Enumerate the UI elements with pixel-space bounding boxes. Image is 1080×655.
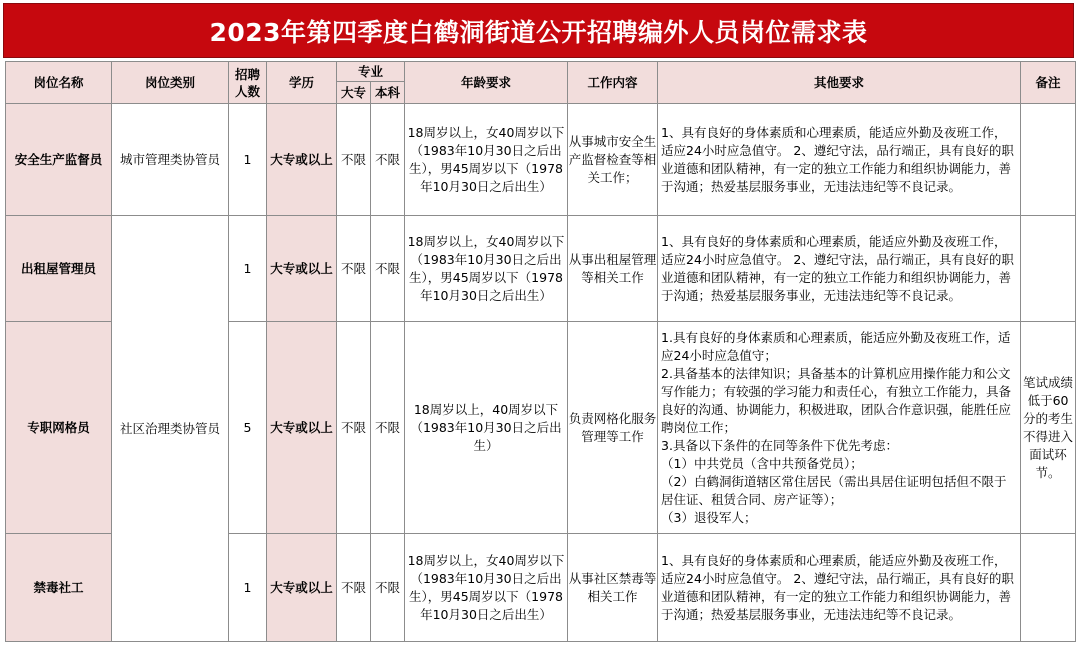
position-name: 禁毒社工 xyxy=(6,534,112,642)
major-bachelor: 不限 xyxy=(371,104,405,216)
age-requirement: 18周岁以上，40周岁以下（1983年10月30日之后出生） xyxy=(405,322,568,534)
table-title-bar xyxy=(3,3,1074,58)
header-headcount: 招聘人数 xyxy=(229,62,267,104)
other-requirements xyxy=(658,322,1021,534)
age-requirement: 18周岁以上，女40周岁以下（1983年10月30日之后出生），男45周岁以下（1978年10月30日之后出生） xyxy=(405,216,568,322)
headcount: 1 xyxy=(229,216,267,322)
note xyxy=(1021,216,1076,322)
education: 大专或以上 xyxy=(267,216,337,322)
education: 大专或以上 xyxy=(267,534,337,642)
header-work: 工作内容 xyxy=(568,62,658,104)
header-position-type: 岗位类别 xyxy=(112,62,229,104)
headcount: 5 xyxy=(229,322,267,534)
other-requirements: 1、具有良好的身体素质和心理素质，能适应外勤及夜班工作，适应24小时应急值守。 2、遵纪守法，品行端正，具有良好的职业道德和团队精神，有一定的独立工作能力和组织协调能力，善于沟通；热爱基层服务事业，无违法违纪等不良记录。 xyxy=(658,216,1021,322)
note xyxy=(1021,104,1076,216)
major-college: 不限 xyxy=(337,216,371,322)
position-name: 专职网格员 xyxy=(6,322,112,534)
work-content: 从事城市安全生产监督检查等相关工作； xyxy=(568,104,658,216)
header-position-name: 岗位名称 xyxy=(6,62,112,104)
education: 大专或以上 xyxy=(267,104,337,216)
age-requirement: 18周岁以上，女40周岁以下（1983年10月30日之后出生），男45周岁以下（1978年10月30日之后出生） xyxy=(405,534,568,642)
work-content: 负责网格化服务管理等工作 xyxy=(568,322,658,534)
age-requirement: 18周岁以上，女40周岁以下（1983年10月30日之后出生），男45周岁以下（1978年10月30日之后出生） xyxy=(405,104,568,216)
other-line-6: （3）退役军人； xyxy=(661,509,757,525)
other-requirements: 1、具有良好的身体素质和心理素质，能适应外勤及夜班工作，适应24小时应急值守。 2、遵纪守法，品行端正，具有良好的职业道德和团队精神，有一定的独立工作能力和组织协调能力，善于沟通；热爱基层服务事业，无违法违纪等不良记录。 xyxy=(658,534,1021,642)
table-row xyxy=(6,216,1076,322)
education: 大专或以上 xyxy=(267,322,337,534)
header-major: 专业 xyxy=(337,62,405,82)
header-education: 学历 xyxy=(267,62,337,104)
header-note: 备注 xyxy=(1021,62,1076,104)
recruitment-table xyxy=(5,61,1076,642)
position-name: 出租屋管理员 xyxy=(6,216,112,322)
major-bachelor: 不限 xyxy=(371,216,405,322)
major-bachelor: 不限 xyxy=(371,322,405,534)
position-type-merged: 社区治理类协管员 xyxy=(112,216,229,642)
major-college: 不限 xyxy=(337,322,371,534)
work-content: 从事社区禁毒等相关工作 xyxy=(568,534,658,642)
other-line-1: 1.具有良好的身体素质和心理素质，能适应外勤及夜班工作，适应24小时应急值守； xyxy=(661,329,1011,363)
position-type: 城市管理类协管员 xyxy=(112,104,229,216)
position-name: 安全生产监督员 xyxy=(6,104,112,216)
major-college: 不限 xyxy=(337,534,371,642)
other-line-2: 2.具备基本的法律知识；具备基本的计算机应用操作能力和公文写作能力；有较强的学习能力和责任心，有独立工作能力，具备良好的沟通、协调能力，积极进取，团队合作意识强，能胜任应聘岗位工作； xyxy=(661,365,1012,435)
table-row xyxy=(6,104,1076,216)
major-college: 不限 xyxy=(337,104,371,216)
headcount: 1 xyxy=(229,534,267,642)
other-line-3: 3.具备以下条件的在同等条件下优先考虑： xyxy=(661,437,898,453)
note xyxy=(1021,534,1076,642)
headcount: 1 xyxy=(229,104,267,216)
header-major-college: 大专 xyxy=(337,82,371,104)
table-title: 2023年第四季度白鹤洞街道公开招聘编外人员岗位需求表 xyxy=(209,17,868,47)
header-major-bachelor: 本科 xyxy=(371,82,405,104)
note: 笔试成绩低于60分的考生不得进入面试环节。 xyxy=(1021,322,1076,534)
header-other: 其他要求 xyxy=(658,62,1021,104)
other-line-4: （1）中共党员（含中共预备党员）； xyxy=(661,455,863,471)
header-age: 年龄要求 xyxy=(405,62,568,104)
other-requirements: 1、具有良好的身体素质和心理素质，能适应外勤及夜班工作，适应24小时应急值守。 2、遵纪守法，品行端正，具有良好的职业道德和团队精神，有一定的独立工作能力和组织协调能力，善于沟通；热爱基层服务事业，无违法违纪等不良记录。 xyxy=(658,104,1021,216)
other-line-5: （2）白鹤洞街道辖区常住居民（需出具居住证明包括但不限于居住证、租赁合同、房产证等）； xyxy=(661,473,1007,507)
major-bachelor: 不限 xyxy=(371,534,405,642)
work-content: 从事出租屋管理等相关工作 xyxy=(568,216,658,322)
